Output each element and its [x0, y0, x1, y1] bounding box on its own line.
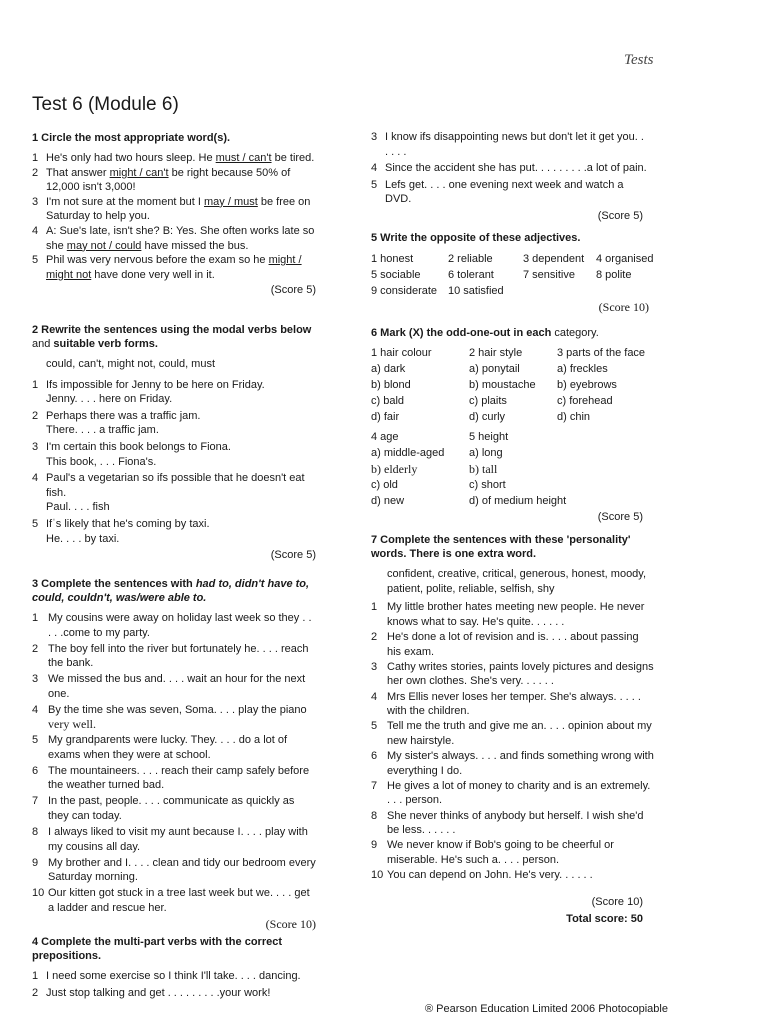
- item-number: 10: [371, 869, 384, 882]
- list-item: [32, 440, 316, 469]
- adjective: 8 polite: [596, 269, 632, 281]
- list-item: [32, 253, 316, 282]
- category-column: [557, 345, 657, 425]
- rewrite-prompt: Paul. . . . fish: [46, 501, 110, 514]
- item-text: very well.: [48, 717, 96, 732]
- item-number: 1: [32, 970, 39, 982]
- item-text: We never know if Bob's going to be cheerful or miserable. He's such a. . . . person.: [387, 839, 614, 867]
- section-5-grid: [371, 251, 654, 299]
- section-3-list: [32, 611, 316, 915]
- item-number: 8: [32, 826, 39, 839]
- option[interactable]: b) elderly: [371, 462, 418, 476]
- adjective: 7 sensitive: [523, 269, 575, 281]
- choice-options: might / can't: [109, 166, 169, 179]
- list-item: [32, 611, 316, 640]
- list-item: [371, 749, 655, 778]
- item-number: 4: [32, 703, 39, 716]
- option[interactable]: c) short: [469, 479, 506, 491]
- list-item: [32, 642, 316, 671]
- section-2-list: [32, 378, 316, 547]
- item-text: That answer: [46, 166, 110, 179]
- list-item: [371, 868, 655, 883]
- item-number: 9: [32, 856, 39, 869]
- category-heading: 2 hair style: [469, 347, 523, 359]
- item-text: Tell me the truth and give me an. . . . opinion about my new hairstyle.: [387, 720, 652, 747]
- option[interactable]: d) chin: [557, 411, 591, 423]
- page-title: Test 6 (Module 6): [32, 94, 179, 115]
- item-text: My sister's always. . . . and finds something wrong with everything I do.: [387, 750, 654, 777]
- option[interactable]: b) tall: [469, 462, 498, 476]
- item-text: have missed the bus.: [141, 239, 249, 252]
- section-3: [32, 577, 316, 932]
- list-item: [32, 166, 316, 195]
- section-2-word-box: could, can't, might not, could, must: [46, 358, 216, 370]
- list-item: [32, 856, 316, 885]
- adjective: [523, 283, 596, 299]
- list-item: [32, 378, 316, 407]
- item-number: 2: [32, 642, 39, 655]
- item-number: 3: [371, 660, 378, 673]
- original-sentence: I'm certain this book belongs to Fiona.: [46, 440, 231, 453]
- section-6-heading-b: category.: [551, 327, 599, 339]
- list-item: [32, 986, 316, 1001]
- adjective: 9 considerate: [371, 285, 438, 297]
- item-text: Phil was very nervous before the exam so he: [46, 254, 269, 267]
- section-6-row-2: [371, 429, 649, 509]
- section-2-score: (Score 5): [270, 549, 316, 562]
- section-5: [371, 231, 654, 315]
- option[interactable]: a) long: [469, 447, 503, 459]
- item-text: I always liked to visit my aunt because I. . . . play with my cousins all day.: [48, 826, 308, 853]
- item-number: 1: [32, 612, 39, 624]
- section-7-heading: 7 Complete the sentences with these 'personality' words. There is one extra word.: [371, 534, 631, 560]
- section-5-score: (Score 10): [598, 300, 649, 314]
- option[interactable]: a) middle-aged: [371, 447, 445, 459]
- item-text: My grandparents were lucky. They. . . . do a lot of exams when they were at school.: [48, 734, 288, 761]
- item-number: 3: [371, 131, 378, 143]
- section-2-heading-b: and: [32, 338, 54, 350]
- section-4: [32, 935, 316, 1002]
- option[interactable]: c) forehead: [557, 395, 613, 407]
- item-number: 3: [32, 673, 39, 686]
- item-text: be right because 50% of 12,000 isn't 3,000!: [46, 166, 291, 194]
- option[interactable]: d) curly: [469, 411, 506, 423]
- adjective: 3 dependent: [523, 253, 585, 265]
- adjective: 6 tolerant: [448, 269, 494, 281]
- item-text: be tired.: [271, 152, 315, 164]
- item-text: The mountaineers. . . . reach their camp safely before the weather turned bad.: [48, 764, 310, 792]
- item-number: 4: [32, 224, 39, 237]
- item-number: 4: [371, 690, 378, 703]
- section-6-heading: [371, 326, 649, 340]
- choice-options: may not / could: [66, 239, 142, 252]
- list-item: [371, 690, 655, 719]
- item-number: 4: [371, 162, 378, 175]
- item-number: 5: [32, 734, 39, 747]
- item-number: 5: [371, 720, 378, 733]
- list-item: [32, 409, 316, 438]
- item-number: 8: [371, 809, 378, 822]
- option[interactable]: d) new: [371, 495, 405, 507]
- item-number: 3: [32, 195, 39, 208]
- adjective: 10 satisfied: [448, 285, 504, 297]
- item-text: Our kitten got stuck in a tree last week but we. . . . get a ladder and rescue her.: [48, 887, 310, 914]
- item-number: 6: [371, 750, 378, 763]
- list-item: [32, 151, 316, 166]
- section-2-heading-c: suitable verb forms.: [53, 338, 158, 350]
- item-text: Lefs get. . . . one evening next week and watch a DVD.: [385, 178, 624, 206]
- category-heading: 5 height: [469, 431, 509, 443]
- item-text: Mrs Ellis never loses her temper. She's always. . . . . with the children.: [387, 690, 641, 718]
- item-number: 2: [32, 166, 39, 179]
- list-item: [32, 969, 316, 984]
- rewrite-prompt: He. . . . by taxi.: [46, 532, 120, 545]
- section-6-heading-a: 6 Mark (X) the odd-one-out in each: [371, 327, 552, 339]
- list-item: [32, 703, 316, 732]
- item-number: 10: [32, 887, 45, 900]
- option[interactable]: b) moustache: [469, 379, 536, 391]
- item-number: 7: [371, 779, 378, 792]
- item-text: I need some exercise so I think I'll take. . . . dancing.: [46, 970, 301, 982]
- item-text: Just stop talking and get . . . . . . . . .your work!: [46, 986, 271, 999]
- section-5-heading: 5 Write the opposite of these adjectives.: [371, 232, 581, 244]
- adjective: 1 honest: [371, 253, 414, 265]
- original-sentence: Ifs impossible for Jenny to be here on Friday.: [46, 378, 265, 391]
- item-text: Cathy writes stories, paints lovely pictures and designs her own clothes. She's very. . . . . .: [387, 660, 654, 688]
- item-text: I know ifs disappointing news but don't let it get you. . . . . .: [385, 131, 644, 158]
- item-number: 1: [32, 152, 39, 164]
- item-number: 1: [371, 601, 378, 614]
- section-7: [371, 533, 655, 926]
- section-3-heading-b: had to, didn't have to, could, couldn't, was/were able to.: [32, 578, 310, 604]
- adjective: 4 organised: [596, 253, 654, 265]
- list-item: [371, 719, 655, 748]
- list-item: [371, 600, 655, 629]
- section-1-heading: 1 Circle the most appropriate word(s).: [32, 132, 231, 144]
- item-text: Since the accident she has put. . . . . . . . .a lot of pain.: [385, 162, 647, 175]
- list-item: [32, 794, 316, 823]
- option[interactable]: c) plaits: [469, 395, 507, 407]
- option[interactable]: a) ponytail: [469, 363, 520, 375]
- header-mark: Tests: [624, 52, 654, 68]
- section-4-heading: 4 Complete the multi-part verbs with the correct prepositions.: [32, 936, 282, 962]
- item-text: He gives a lot of money to charity and is an extremely. . . . person.: [387, 779, 651, 807]
- option[interactable]: a) freckles: [557, 363, 608, 375]
- section-2: [32, 323, 316, 563]
- item-text: My brother and I. . . . clean and tidy our bedroom every Saturday morning.: [48, 856, 316, 884]
- item-text: He's only had two hours sleep. He: [46, 152, 216, 164]
- category-column: [469, 345, 557, 425]
- item-text: You can depend on John. He's very. . . . . .: [387, 869, 593, 882]
- item-text: We missed the bus and. . . . wait an hour for the next one.: [48, 673, 306, 700]
- list-item: [32, 886, 316, 915]
- section-4-score: (Score 5): [597, 209, 643, 222]
- list-item: [32, 733, 316, 762]
- section-4-continued: [371, 130, 649, 224]
- item-text: be free on Saturday to help you.: [46, 195, 311, 223]
- list-item: [371, 161, 649, 176]
- list-item: [371, 779, 655, 808]
- item-number: 5: [371, 178, 378, 191]
- item-number: 5: [32, 517, 39, 530]
- list-item: [32, 672, 316, 701]
- item-text: have done very well in it.: [91, 268, 215, 281]
- option[interactable]: d) fair: [371, 411, 400, 423]
- item-text: He's done a lot of revision and is. . . . about passing his exam.: [387, 630, 639, 658]
- item-number: 2: [32, 409, 39, 422]
- item-text: My cousins were away on holiday last week so they . . . . .come to my party.: [48, 612, 312, 639]
- section-7-score: (Score 10): [591, 895, 643, 908]
- category-heading: 3 parts of the face: [557, 347, 646, 359]
- item-text: The boy fell into the river but fortunately he. . . . reach the bank.: [48, 642, 309, 670]
- section-6-score: (Score 5): [597, 511, 643, 523]
- list-item: [32, 764, 316, 793]
- option[interactable]: c) bald: [371, 395, 405, 407]
- item-text: I'm not sure at the moment but I: [46, 195, 205, 208]
- item-number: 5: [32, 254, 39, 267]
- list-item: [371, 178, 649, 207]
- category-column: [371, 429, 469, 509]
- item-number: 7: [32, 795, 39, 808]
- choice-options: must / can't: [215, 152, 272, 164]
- list-item: [371, 838, 655, 867]
- original-sentence: Paul's a vegetarian so ifs possible that he doesn't eat fish.: [46, 472, 305, 499]
- section-6-row-1: [371, 345, 649, 425]
- item-number: 2: [32, 986, 39, 999]
- item-text: By the time she was seven, Soma. . . . play the piano: [48, 703, 307, 716]
- item-text: In the past, people. . . . communicate as quickly as they can today.: [48, 795, 295, 823]
- original-sentence: Perhaps there was a traffic jam.: [46, 409, 201, 422]
- item-number: 4: [32, 472, 39, 485]
- original-sentence: Ifˈs likely that he's coming by taxi.: [46, 517, 210, 530]
- list-item: [371, 130, 649, 159]
- item-number: 2: [371, 630, 378, 643]
- category-column: [371, 345, 469, 425]
- list-item: [32, 471, 316, 515]
- item-text: A: Sue's late, isn't she? B: Yes. She often works late so she: [46, 224, 315, 252]
- section-6: [371, 326, 649, 525]
- list-item: [32, 224, 316, 253]
- category-heading: 4 age: [371, 431, 399, 443]
- option[interactable]: b) blond: [371, 379, 411, 391]
- option[interactable]: a) dark: [371, 363, 406, 375]
- option[interactable]: d) of medium height: [469, 495, 567, 507]
- section-4-list-part-2: [371, 130, 649, 207]
- section-3-heading: [32, 577, 316, 605]
- item-number: 1: [32, 378, 39, 391]
- list-item: [32, 195, 316, 224]
- adjective: 5 sociable: [371, 269, 421, 281]
- section-7-list: [371, 600, 655, 883]
- option[interactable]: b) eyebrows: [557, 379, 617, 391]
- rewrite-prompt: Jenny. . . . here on Friday.: [46, 393, 173, 406]
- adjective: 2 reliable: [448, 253, 493, 265]
- category-column: [469, 429, 619, 509]
- section-1-score: (Score 5): [270, 284, 316, 297]
- section-1-list: [32, 151, 316, 282]
- section-4-list-part-1: [32, 969, 316, 1000]
- list-item: [32, 517, 316, 546]
- choice-options: may / must: [204, 195, 258, 208]
- choice-options: might / might not: [46, 254, 302, 281]
- section-1: [32, 131, 316, 298]
- total-score: Total score: 50: [566, 913, 643, 926]
- section-2-heading-a: 2 Rewrite the sentences using the modal verbs below: [32, 324, 312, 336]
- footer-copyright: ® Pearson Education Limited 2006 Photocopiable: [425, 1003, 668, 1015]
- list-item: [32, 825, 316, 854]
- adjective: [596, 283, 656, 299]
- section-7-word-box: confident, creative, critical, generous, honest, moody, patient, polite, reliable, selfish, shy: [387, 568, 647, 595]
- item-number: 9: [371, 839, 378, 852]
- section-2-heading: [32, 323, 316, 351]
- list-item: [371, 809, 655, 838]
- item-number: 6: [32, 764, 39, 777]
- rewrite-prompt: This book, . . . Fiona's.: [46, 455, 157, 468]
- category-heading: 1 hair colour: [371, 347, 432, 359]
- section-3-heading-a: 3 Complete the sentences with: [32, 578, 196, 590]
- option[interactable]: c) old: [371, 479, 398, 491]
- section-3-score: (Score 10): [265, 916, 316, 931]
- rewrite-prompt: There. . . . a traffic jam.: [46, 424, 159, 437]
- item-text: My little brother hates meeting new people. He never knows what to say. He's quite. . . . . .: [387, 601, 645, 628]
- item-text: She never thinks of anybody but herself. I wish she'd be less. . . . . .: [387, 809, 644, 837]
- list-item: [371, 630, 655, 659]
- item-number: 3: [32, 440, 39, 453]
- list-item: [371, 660, 655, 689]
